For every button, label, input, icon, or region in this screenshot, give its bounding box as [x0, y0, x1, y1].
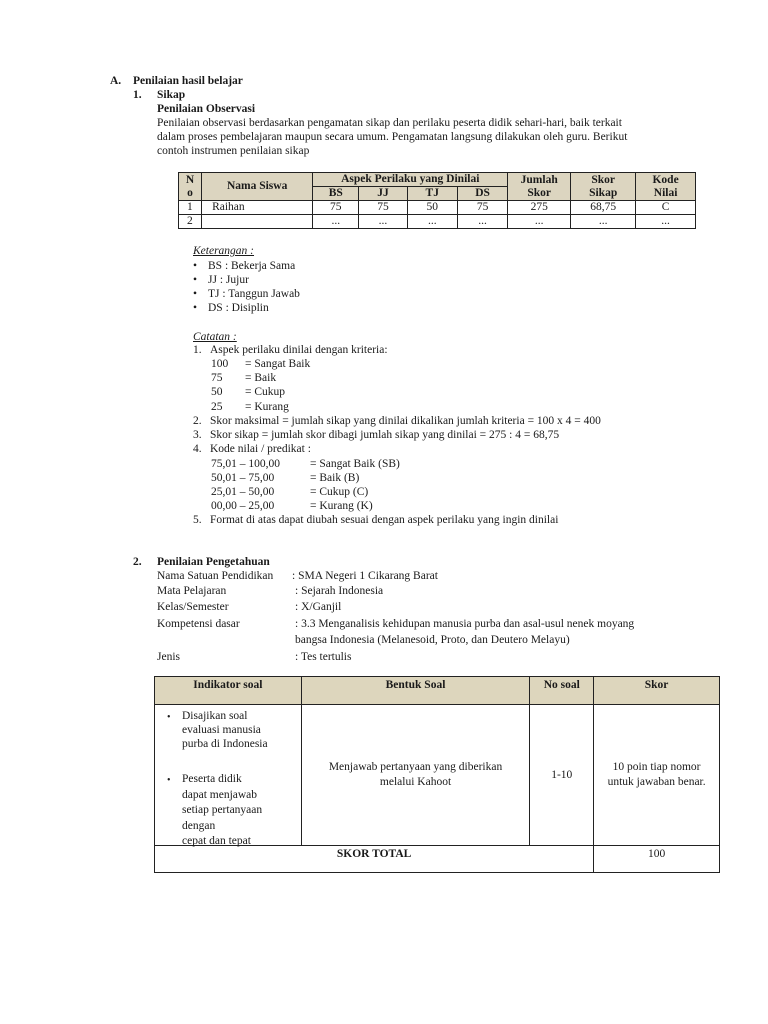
cell-indikator — [155, 705, 302, 846]
info-label: Kompetensi dasar — [157, 618, 240, 630]
header-nama: Nama Siswa — [202, 173, 313, 201]
info-value: : SMA Negeri 1 Cikarang Barat — [292, 570, 438, 582]
cell-skor: ... — [571, 215, 636, 229]
cell-bentuk: Menjawab pertanyaan yang diberikan melalui Kahoot — [301, 705, 530, 846]
info-value: : X/Ganjil — [295, 601, 342, 613]
info-value: : Tes tertulis — [295, 651, 352, 663]
list-number: 1. — [193, 344, 202, 356]
cell-no: 2 — [179, 215, 202, 229]
criteria-label: = Kurang — [245, 401, 289, 413]
table-row — [179, 215, 696, 229]
keterangan-item: DS : Disiplin — [208, 302, 269, 314]
catatan-item: Kode nilai / predikat : — [210, 443, 311, 455]
indikator-line: dengan — [182, 819, 216, 832]
info-label: Nama Satuan Pendidikan — [157, 570, 274, 582]
criteria-label: = Baik — [245, 372, 277, 384]
paragraph-line: contoh instrumen penilaian sikap — [157, 145, 310, 157]
cell-skor: 68,75 — [571, 201, 636, 215]
info-value: bangsa Indonesia (Melanesoid, Proto, dan Deutero Melayu) — [295, 634, 570, 646]
bullet-icon: • — [167, 775, 171, 786]
criteria-value: 75 — [211, 372, 223, 384]
subsection-number: 1. — [133, 89, 142, 101]
header-skor-sikap: Skor Sikap — [571, 173, 636, 201]
indikator-line: dapat menjawab — [182, 788, 258, 801]
bullet-icon: • — [193, 274, 198, 286]
subsection-title: Sikap — [157, 89, 186, 101]
header-ds: DS — [457, 187, 507, 201]
catatan-item: Skor maksimal = jumlah sikap yang dinilai dikalikan jumlah kriteria = 100 x 4 = 400 — [210, 415, 601, 427]
cell-bs: ... — [313, 215, 359, 229]
keterangan-item: JJ : Jujur — [208, 274, 249, 286]
indikator-line: purba di Indonesia — [182, 738, 268, 750]
predicate-label: = Sangat Baik (SB) — [310, 458, 400, 470]
cell-tj: ... — [407, 215, 457, 229]
header-no-soal: No soal — [530, 677, 594, 705]
cell-skor: 10 poin tiap nomor untuk jawaban benar. — [594, 705, 720, 846]
subsection-number: 2. — [133, 556, 142, 568]
indikator-line: cepat dan tepat — [182, 835, 251, 847]
total-label: SKOR TOTAL — [155, 846, 594, 873]
indikator-line: Disajikan soal — [182, 710, 248, 722]
cell-jj: 75 — [359, 201, 407, 215]
subsection-subtitle: Penilaian Observasi — [157, 103, 256, 115]
criteria-label: = Sangat Baik — [245, 358, 311, 370]
subsection-title: Penilaian Pengetahuan — [157, 556, 270, 568]
bullet-icon: • — [193, 288, 198, 300]
catatan-item: Skor sikap = jumlah skor dibagi jumlah sikap yang dinilai = 275 : 4 = 68,75 — [210, 429, 560, 441]
header-skor: Skor — [594, 677, 720, 705]
predicate-label: = Baik (B) — [310, 472, 360, 484]
list-number: 2. — [193, 415, 202, 427]
cell-bs: 75 — [313, 201, 359, 215]
header-indikator: Indikator soal — [155, 677, 302, 705]
info-value: : Sejarah Indonesia — [295, 585, 384, 597]
attitude-table — [178, 172, 696, 229]
header-tj: TJ — [407, 187, 457, 201]
info-label: Mata Pelajaran — [157, 585, 227, 597]
cell-ds: 75 — [457, 201, 507, 215]
predicate-range: 00,00 – 25,00 — [211, 500, 275, 512]
header-kode: Kode Nilai — [636, 173, 696, 201]
indikator-line: Peserta didik — [182, 773, 242, 785]
header-no: N o — [179, 173, 202, 201]
cell-jumlah: ... — [508, 215, 571, 229]
indikator-line: evaluasi manusia — [182, 724, 261, 736]
catatan-title: Catatan : — [193, 331, 237, 343]
header-jj: JJ — [359, 187, 407, 201]
predicate-label: = Kurang (K) — [310, 500, 373, 512]
info-value: : 3.3 Menganalisis kehidupan manusia purba dan asal-usul nenek moyang — [295, 618, 635, 630]
keterangan-item: BS : Bekerja Sama — [208, 260, 296, 272]
keterangan-title: Keterangan : — [193, 245, 255, 257]
cell-no: 1 — [179, 201, 202, 215]
cell-jumlah: 275 — [508, 201, 571, 215]
cell-kode: ... — [636, 215, 696, 229]
cell-tj: 50 — [407, 201, 457, 215]
predicate-range: 25,01 – 50,00 — [211, 486, 275, 498]
list-number: 5. — [193, 514, 202, 526]
info-label: Jenis — [157, 651, 180, 663]
table-row — [155, 705, 720, 846]
cell-no-soal: 1-10 — [530, 705, 594, 846]
predicate-label: = Cukup (C) — [310, 486, 369, 498]
cell-ds: ... — [457, 215, 507, 229]
criteria-value: 50 — [211, 386, 223, 398]
cell-jj: ... — [359, 215, 407, 229]
total-row — [155, 846, 720, 873]
bullet-icon: • — [193, 302, 198, 314]
criteria-value: 100 — [211, 358, 229, 370]
info-label: Kelas/Semester — [157, 601, 229, 613]
catatan-item: Aspek perilaku dinilai dengan kriteria: — [210, 344, 388, 356]
criteria-label: = Cukup — [245, 386, 286, 398]
list-number: 3. — [193, 429, 202, 441]
header-bs: BS — [313, 187, 359, 201]
cell-nama — [202, 215, 313, 229]
keterangan-item: TJ : Tanggun Jawab — [208, 288, 300, 300]
cell-nama: Raihan — [202, 201, 313, 215]
header-aspek: Aspek Perilaku yang Dinilai — [313, 173, 508, 187]
criteria-value: 25 — [211, 401, 223, 413]
header-bentuk: Bentuk Soal — [301, 677, 530, 705]
indikator-line: setiap pertanyaan — [182, 804, 263, 816]
section-title: Penilaian hasil belajar — [133, 75, 243, 87]
bullet-icon: • — [167, 712, 171, 723]
paragraph-line: dalam proses pembelajaran maupun secara umum. Pengamatan langsung dilakukan oleh guru. Berikut — [157, 131, 628, 143]
table-row — [179, 201, 696, 215]
paragraph-line: Penilaian observasi berdasarkan pengamatan sikap dan perilaku peserta didik sehari-hari, baik terkait — [157, 117, 622, 129]
total-value: 100 — [594, 846, 720, 873]
predicate-range: 75,01 – 100,00 — [211, 458, 280, 470]
header-jumlah: Jumlah Skor — [508, 173, 571, 201]
catatan-item: Format di atas dapat diubah sesuai dengan aspek perilaku yang ingin dinilai — [210, 514, 559, 526]
section-letter: A. — [110, 75, 122, 87]
cell-kode: C — [636, 201, 696, 215]
bullet-icon: • — [193, 260, 198, 272]
predicate-range: 50,01 – 75,00 — [211, 472, 275, 484]
knowledge-table — [154, 676, 720, 873]
list-number: 4. — [193, 443, 202, 455]
